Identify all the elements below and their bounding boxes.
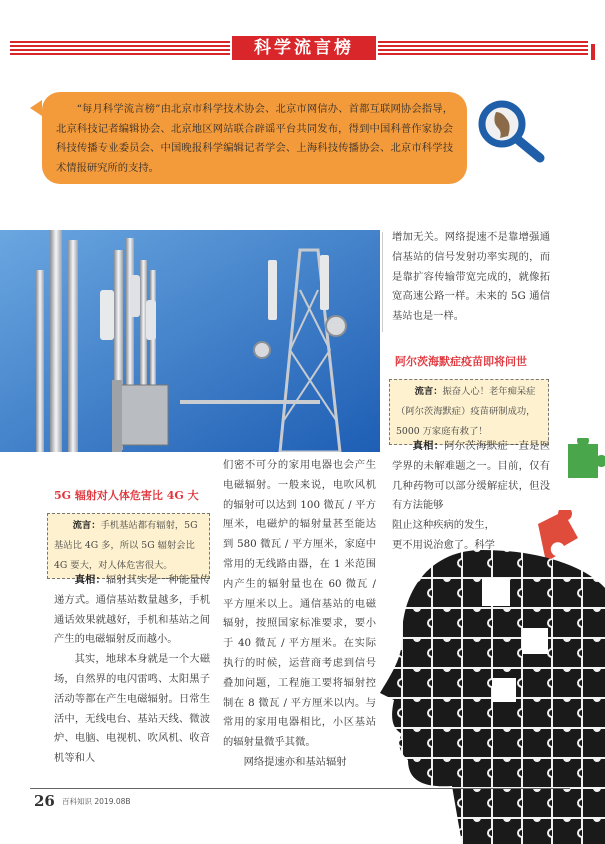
banner-stripes-right xyxy=(378,41,588,55)
page-number: 26 xyxy=(34,792,55,810)
rumor-text: 手机基站都有辐射，5G 基站比 4G 多，所以 5G 辐射会比 4G 要大，对人体危害很大。 xyxy=(54,520,198,571)
paragraph: 增加无关。网络提速不是靠增强通信基站的信号发射功率实现的，而是靠扩容传输带宽完成的，就像拓宽高速公路一样。未来的 5G 通信基站也是一样。 xyxy=(392,231,550,323)
magnifier-icon xyxy=(474,98,550,164)
paragraph-line: 更不用说治愈了。科学 xyxy=(392,538,495,551)
article1-rumor-box xyxy=(47,513,210,579)
article2-rumor-box xyxy=(389,379,549,445)
article1-column3 xyxy=(392,228,550,327)
section-banner xyxy=(10,36,595,60)
article1-column2 xyxy=(223,456,376,773)
rumor-text: 振奋人心！老年痴呆症（阿尔茨海默症）疫苗研制成功，5000 万家庭有救了！ xyxy=(396,386,536,437)
truth-paragraph xyxy=(54,571,210,650)
truth-label: 真相： xyxy=(412,440,445,452)
paragraph: 网络提速亦和基站辐射 xyxy=(243,755,347,768)
section-title: 科学流言榜 xyxy=(232,36,376,60)
article1-column1 xyxy=(54,571,210,769)
truth-text: 辐射其实是一种能量传递方式。通信基站数量越多，手机通话效果就越好，手机和基站之间产生的电磁辐射反而越小。 xyxy=(54,574,211,646)
cell-tower-photo xyxy=(0,230,380,452)
truth-paragraph xyxy=(392,437,550,516)
intro-box xyxy=(42,92,467,184)
footer-rule xyxy=(30,788,570,789)
green-puzzle-piece-icon xyxy=(560,438,605,482)
paragraph-line: 阻止这种疾病的发生， xyxy=(392,519,495,531)
rumor-label: 流言： xyxy=(414,386,443,397)
paragraph: 们密不可分的家用电器也会产生电磁辐射。一般来说，电吹风机的辐射可以达到 100 微瓦 / 平方厘米，电磁炉的辐射量甚至能达到 580 微瓦 / 平方厘米，家庭中常用的无线路由器，在 1 米范围内产生的辐射量也在 60 微瓦 / 平方厘米以上。通信基站的电磁辐射，按照国家标准要求，要小于 40 微瓦 / 平方厘米。在实际执行的时候，运营商考虑到信号叠加问题，工程施工要将辐射控制在 8 微瓦 / 平方厘米以内。与常用的家用电器相比，小区基站的辐射量微乎其微。 xyxy=(223,459,376,749)
paragraph: 其实，地球本身就是一个大磁场，自然界的电闪雷鸣、太阳黑子活动等都在产生电磁辐射。日常生活中，无线电台、基站天线、微波炉、电脑、电视机、吹风机、收音机等和人 xyxy=(54,653,210,765)
article2-body xyxy=(392,437,550,516)
article2-headline: 阿尔茨海默症疫苗即将问世 xyxy=(395,355,527,368)
intro-text: “每月科学流言榜”由北京市科学技术协会、北京市网信办、首都互联网协会指导，北京科技记者编辑协会、北京地区网站联合辟谣平台共同发布，得到中国科普作家协会科技传播专业委员会、中国晚报科学编辑记者学会、上海科技传播协会、北京市科学技术情报研究所的支持。 xyxy=(56,103,453,174)
truth-text: 阿尔茨海默症一直是医学界的未解难题之一。目前，仅有几种药物可以部分缓解症状，但没有方法能够 xyxy=(392,440,551,512)
article1-headline: 5G 辐射对人体危害比 4G 大 xyxy=(54,489,199,502)
truth-label: 真相： xyxy=(74,574,106,586)
puzzle-head-silhouette xyxy=(372,548,605,844)
banner-edge-mark xyxy=(591,44,595,60)
banner-stripes-left xyxy=(10,41,230,55)
magazine-issue: 百科知识 2019.08B xyxy=(62,797,131,806)
column-divider xyxy=(382,232,383,332)
rumor-label: 流言： xyxy=(72,520,101,531)
